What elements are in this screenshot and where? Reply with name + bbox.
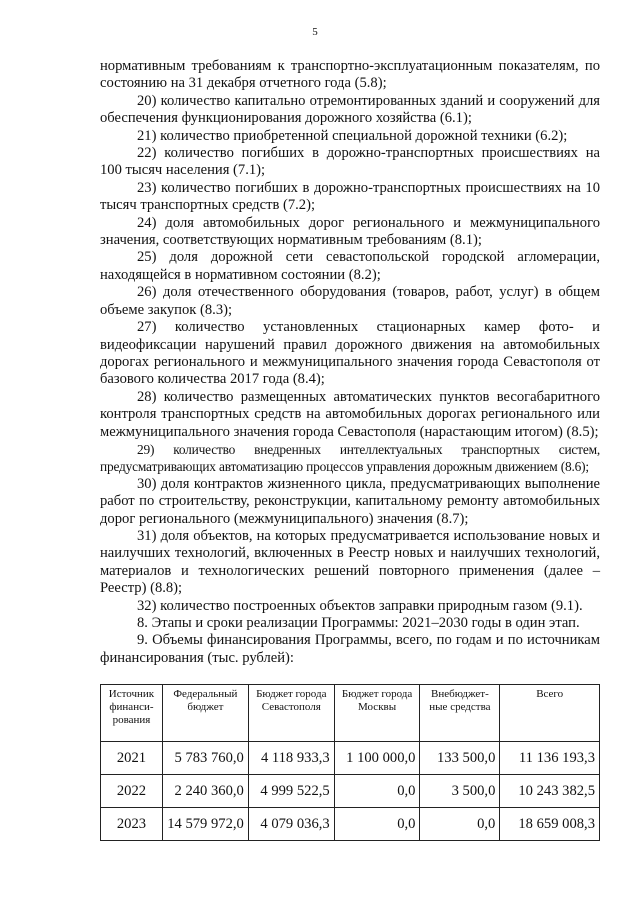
paragraph: 27) количество установленных стационарных камер фото- и видеофиксации нарушений правил дорожного движения на автомобильных дорогах регионального и межмуниципального значения города Севастополя от базового количества 2017 года (8.4); [100,319,600,388]
paragraph: 20) количество капитально отремонтированных зданий и сооружений для обеспечения функционирования дорожного хозяйства (6.1); [100,92,600,127]
page-number: 5 [312,26,318,38]
paragraph: 22) количество погибших в дорожно-транспортных происшествиях на 100 тысяч населения (7.1); [100,145,600,179]
table-cell: 4 118 933,3 [248,742,334,775]
column-header: Источник финанси-рования [101,685,163,742]
table-row [101,775,600,808]
table-row [101,808,600,841]
table-cell: 14 579 972,0 [162,808,248,841]
paragraph: 29) количество внедренных интеллектуальных транспортных систем, предусматривающих автоматизацию процессов управления дорожным движением (8.6); [100,441,600,475]
paragraph: 23) количество погибших в дорожно-транспортных происшествиях на 10 тысяч транспортных средств (7.2); [100,179,600,214]
table-cell-year: 2021 [101,742,163,775]
table-cell: 0,0 [334,808,420,841]
financing-table [100,684,600,841]
paragraph: нормативным требованиям к транспортно-эксплуатационным показателям, по состоянию на 31 декабря отчетного года (5.8); [100,58,600,92]
paragraph: 32) количество построенных объектов заправки природным газом (9.1). [137,597,583,614]
paragraph: 26) доля отечественного оборудования (товаров, работ, услуг) в общем объеме закупок (8.3); [100,284,600,318]
paragraph: 24) доля автомобильных дорог регионального и межмуниципального значения, соответствующих нормативным требованиям (8.1); [100,214,600,249]
table-cell: 10 243 382,5 [500,775,600,808]
column-header: Бюджет города Севастополя [248,685,334,742]
paragraph: 30) доля контрактов жизненного цикла, предусматривающих выполнение работ по строительству, реконструкции, капитальному ремонту автомобильных дорог регионального (межмуниципального) значения (8.7); [100,475,600,527]
table-cell: 11 136 193,3 [500,742,600,775]
paragraph: 25) доля дорожной сети севастопольской городской агломерации, находящейся в нормативном состоянии (8.2); [100,249,600,283]
table-cell: 4 079 036,3 [248,808,334,841]
table-cell: 0,0 [334,775,420,808]
column-header: Бюджет города Москвы [334,685,420,742]
paragraph: 31) доля объектов, на которых предусматривается использование новых и наилучших технологий, включенных в Реестр новых и наилучших технологий, материалов и технологических решений повторного применения (далее – Реестр) (8.8); [100,527,600,597]
paragraph: 28) количество размещенных автоматических пунктов весогабаритного контроля транспортных средств на автомобильных дорогах регионального или межмуниципального значения города Севастополя (нарастающим итогом) (8.5); [100,388,600,440]
paragraph: 21) количество приобретенной специальной дорожной техники (6.2); [137,127,568,144]
paragraph: 9. Объемы финансирования Программы, всего, по годам и по источникам финансирования (тыс. рублей): [100,632,600,666]
table-cell: 4 999 522,5 [248,775,334,808]
table-cell: 0,0 [420,808,500,841]
table-cell-year: 2022 [101,775,163,808]
table-cell: 18 659 008,3 [500,808,600,841]
table-cell: 5 783 760,0 [162,742,248,775]
table-cell-year: 2023 [101,808,163,841]
column-header: Внебюджет-ные средства [420,685,500,742]
table-cell: 2 240 360,0 [162,775,248,808]
document-body [100,58,600,667]
paragraph: 8. Этапы и сроки реализации Программы: 2021–2030 годы в один этап. [137,615,580,631]
table-cell: 3 500,0 [420,775,500,808]
table-header-row [101,685,600,742]
column-header: Федеральный бюджет [162,685,248,742]
table-cell: 1 100 000,0 [334,742,420,775]
column-header: Всего [500,685,600,742]
table-cell: 133 500,0 [420,742,500,775]
table-row [101,742,600,775]
